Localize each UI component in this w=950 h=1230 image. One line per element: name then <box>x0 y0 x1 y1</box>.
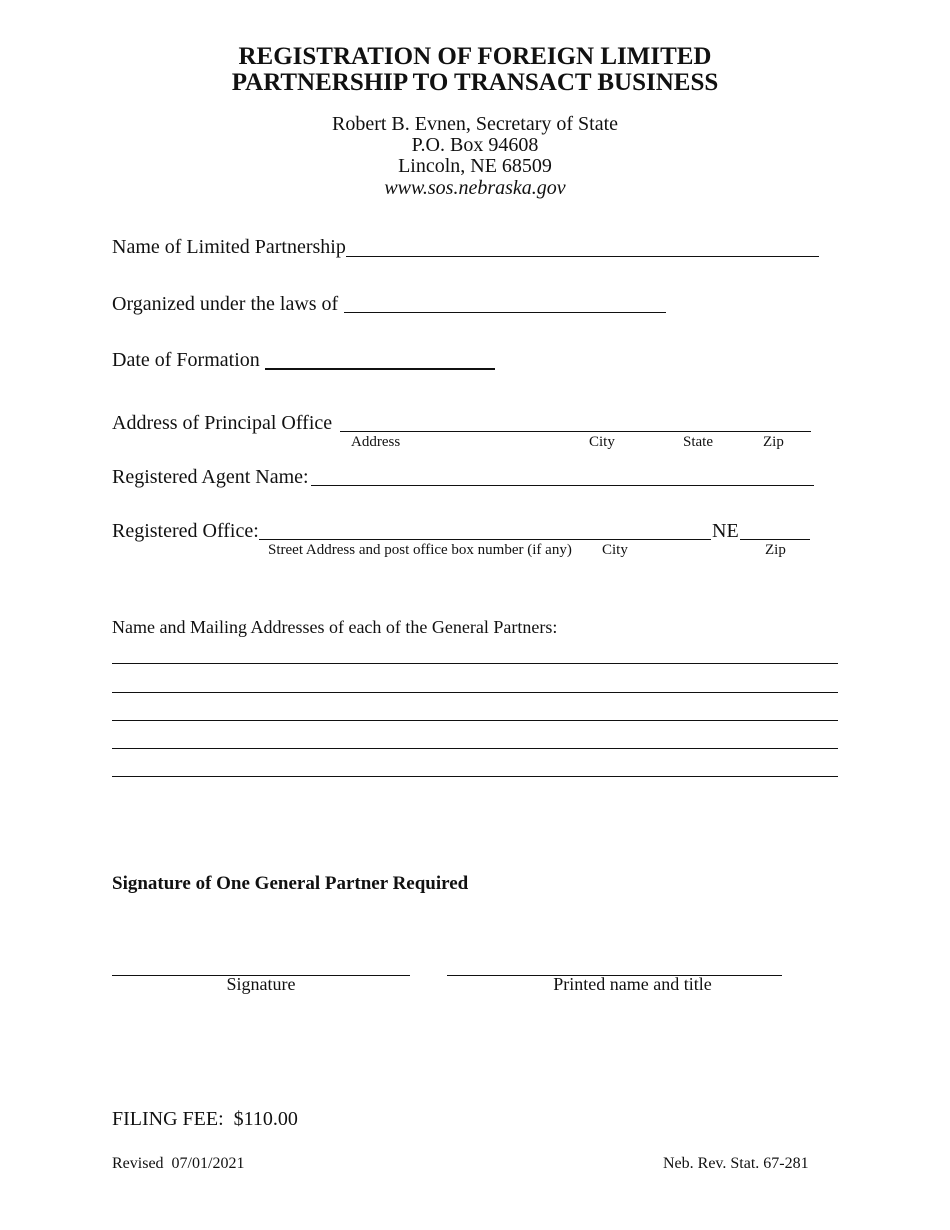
signature-heading: Signature of One General Partner Required <box>112 873 469 894</box>
principal-office-field-line[interactable] <box>340 431 811 432</box>
general-partners-line[interactable] <box>112 692 838 693</box>
registered-street-caption: Street Address and post office box number (if any) <box>268 542 572 558</box>
printed-name-caption: Printed name and title <box>553 974 712 994</box>
name-field-line[interactable] <box>346 256 819 257</box>
revised-date: Revised 07/01/2021 <box>112 1155 245 1172</box>
date-label: Date of Formation <box>112 349 260 371</box>
general-partners-line[interactable] <box>112 720 838 721</box>
city-state-zip: Lincoln, NE 68509 <box>398 155 552 177</box>
principal-city-caption: City <box>589 434 615 450</box>
principal-zip-caption: Zip <box>763 434 784 450</box>
registered-office-field-line[interactable] <box>259 539 711 540</box>
general-partners-line[interactable] <box>112 663 838 664</box>
registered-city-caption: City <box>602 542 628 558</box>
filing-fee-label: FILING FEE: <box>112 1108 224 1130</box>
filing-fee-amount: $110.00 <box>233 1108 298 1130</box>
organized-label: Organized under the laws of <box>112 293 339 315</box>
name-label: Name of Limited Partnership <box>112 236 346 258</box>
filing-fee <box>112 1108 298 1130</box>
registered-office-zip-line[interactable] <box>740 539 810 540</box>
general-partners-line[interactable] <box>112 776 838 777</box>
signature-caption: Signature <box>226 974 296 994</box>
general-partners-line[interactable] <box>112 748 838 749</box>
registered-office-state: NE <box>712 520 739 542</box>
general-partners-label: Name and Mailing Addresses of each of the General Partners: <box>112 617 558 637</box>
form-title-line-2: PARTNERSHIP TO TRANSACT BUSINESS <box>231 69 719 96</box>
registered-zip-caption: Zip <box>765 542 786 558</box>
agent-label: Registered Agent Name: <box>112 466 309 488</box>
date-field-line[interactable] <box>265 368 495 370</box>
registered-office-label: Registered Office: <box>112 520 259 542</box>
principal-state-caption: State <box>683 434 713 450</box>
statute-reference: Neb. Rev. Stat. 67-281 <box>663 1155 809 1172</box>
po-box: P.O. Box 94608 <box>411 134 539 156</box>
principal-office-label: Address of Principal Office <box>112 412 333 434</box>
agent-field-line[interactable] <box>311 485 814 486</box>
website: www.sos.nebraska.gov <box>384 177 566 199</box>
organized-field-line[interactable] <box>344 312 666 313</box>
form-title-line-1: REGISTRATION OF FOREIGN LIMITED <box>238 43 712 70</box>
principal-address-caption: Address <box>351 434 401 450</box>
secretary-of-state: Robert B. Evnen, Secretary of State <box>331 113 619 135</box>
